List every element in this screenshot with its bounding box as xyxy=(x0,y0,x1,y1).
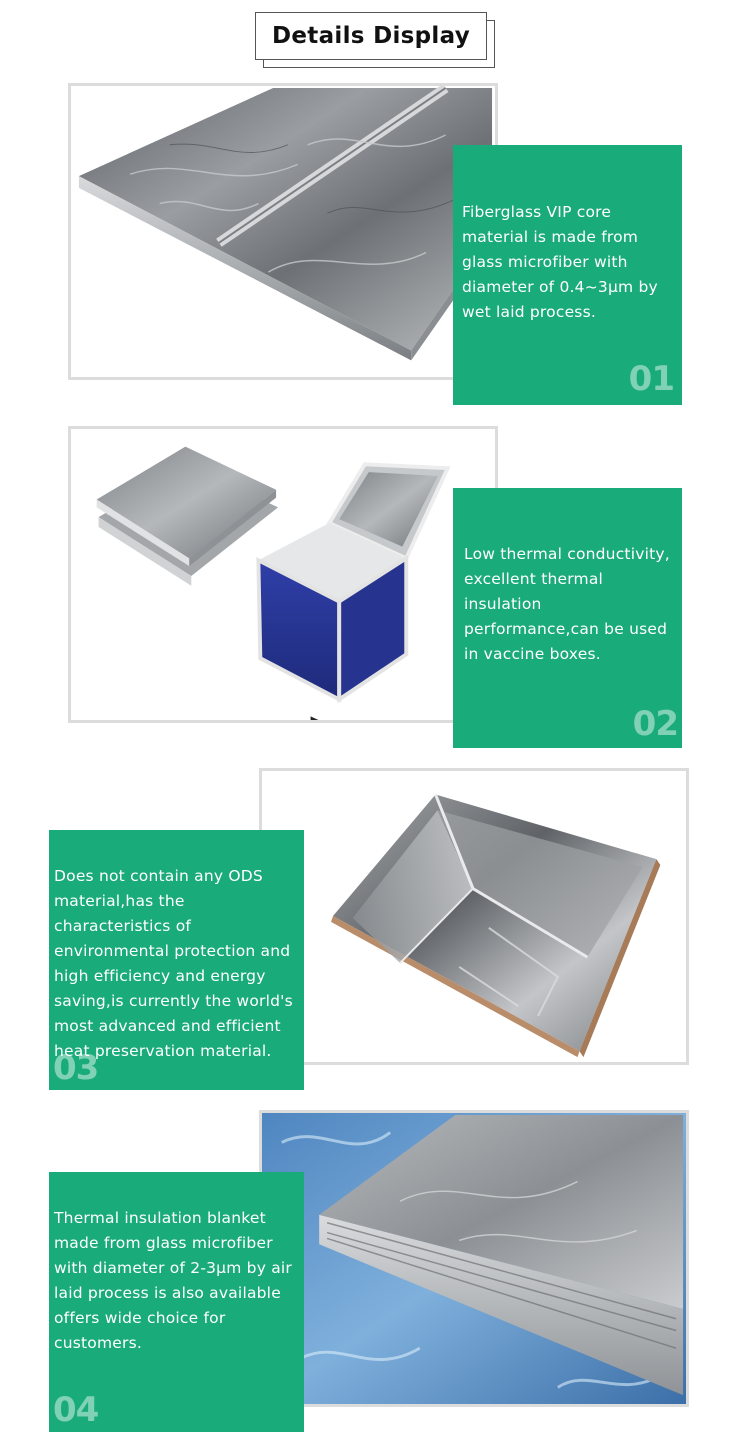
insulation-blanket-image xyxy=(262,1113,686,1404)
title-frame xyxy=(255,12,487,60)
feature-number-03: 03 xyxy=(53,1048,99,1088)
feature-number-02: 02 xyxy=(632,704,678,744)
vaccine-box-image xyxy=(71,429,495,720)
feature-text-03: Does not contain any ODS material,has the characteristics of environmental protection and high efficiency and energy saving,is currently the world's most advanced and efficient heat preservation material. xyxy=(54,867,293,1060)
feature-card-02 xyxy=(453,488,682,748)
insulated-liner-image xyxy=(262,771,686,1062)
insulation-blanket-photo xyxy=(259,1110,689,1407)
feature-card-01 xyxy=(453,145,682,405)
vip-panel-image xyxy=(71,86,495,377)
feature-card-03 xyxy=(49,830,304,1090)
feature-text-02: Low thermal conductivity, excellent thermal insulation performance,can be used in vaccine boxes. xyxy=(464,545,670,663)
feature-text-01: Fiberglass VIP core material is made from glass microfiber with diameter of 0.4~3μm by wet laid process. xyxy=(462,203,658,321)
section-title-box xyxy=(255,12,495,68)
vaccine-box-photo xyxy=(68,426,498,723)
feature-number-01: 01 xyxy=(628,359,674,399)
feature-number-04: 04 xyxy=(53,1390,99,1430)
page-title: Details Display xyxy=(272,23,470,49)
vip-panel-photo xyxy=(68,83,498,380)
feature-card-04 xyxy=(49,1172,304,1432)
insulated-liner-photo xyxy=(259,768,689,1065)
feature-text-04: Thermal insulation blanket made from glass microfiber with diameter of 2-3μm by air laid process is also available offers wide choice for customers. xyxy=(54,1209,292,1352)
